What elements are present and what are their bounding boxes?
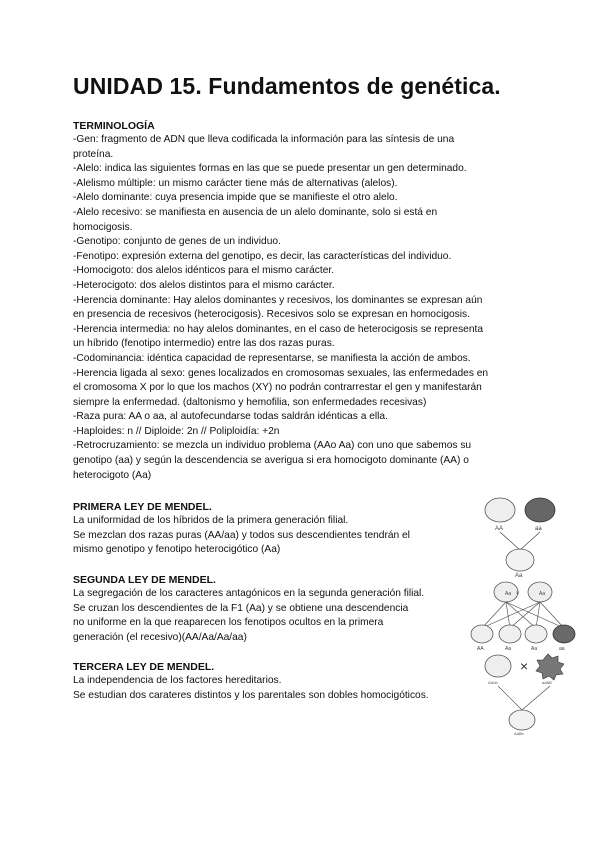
cross-line (520, 532, 540, 550)
term-line: -Fenotipo: expresión externa del genotipo, es decir, las características del individuo. (73, 250, 452, 262)
page-title: UNIDAD 15. Fundamentos de genética. (73, 73, 501, 99)
ley2-line: La segregación de los caracteres antagónicos en la segunda generación filial. (73, 588, 425, 599)
parent1-label: Aa (505, 591, 512, 597)
cross-line (522, 686, 550, 710)
ley2-line: Se cruzan los descendientes de la F1 (Aa) y se obtiene una descendencia (73, 602, 409, 614)
cross-lines (482, 602, 564, 628)
term-line: homocigosis. (73, 221, 133, 233)
child-cell (509, 710, 535, 730)
term-line: -Herencia ligada al sexo: genes localizados en cromosomas sexuales, las enfermedades en (73, 367, 489, 379)
term-line: -Raza pura: AA o aa, al autofecundarse todas saldrán idénticas a ella. (73, 411, 388, 423)
cross-line (498, 686, 522, 710)
ley3-line: La independencia de los factores hereditarios. (73, 675, 282, 686)
ley2-heading: SEGUNDA LEY DE MENDEL. (73, 574, 216, 586)
cross-line (500, 532, 520, 550)
cross-symbol: × (520, 658, 529, 674)
term-line: -Alelismo múltiple: un mismo carácter tiene más de alternativas (alelos). (73, 177, 398, 189)
cross-line (540, 602, 564, 628)
term-line: -Herencia intermedia: no hay alelos dominantes, en el caso de heterocigosis se representa (73, 323, 483, 335)
child-cell (506, 549, 534, 571)
offspring-aa-hetero (525, 625, 547, 643)
parent-aa-recessive-cell (525, 498, 555, 522)
child-label: Aa (515, 573, 523, 578)
ley1-line: Se mezclan dos razas puras (AA/aa) y todos sus descendientes tendrán el (73, 529, 410, 541)
parent2-label: aaBB (542, 680, 552, 685)
term-line: -Heterocigoto: dos alelos distintos para el mismo carácter. (73, 279, 335, 291)
ley1-heading: PRIMERA LEY DE MENDEL. (73, 501, 212, 513)
parent2-label: aa (535, 526, 542, 532)
ley2-text (73, 587, 508, 645)
term-line: -Retrocruzamiento: se mezcla un individuo problema (AAo Aa) con uno que sabemos su (73, 440, 472, 452)
parent2-label: Aa (539, 591, 546, 597)
offspring-aa-dominant (471, 625, 493, 643)
ley3-line: Se estudian dos carateres distintos y los parentales son dobles homocigóticos. (73, 689, 429, 701)
offspring-label: Aa (531, 646, 538, 652)
ley3-text (73, 674, 508, 703)
term-line: proteína. (73, 148, 114, 160)
offspring-aa-recessive (553, 625, 575, 643)
offspring-label: aa (559, 646, 565, 652)
parent1-label: AA (495, 526, 504, 532)
term-line: -Alelo dominante: cuya presencia impide que se manifieste el otro alelo. (73, 192, 398, 204)
term-line: -Alelo: indica las siguientes formas en las que se puede presentar un gen determinado. (73, 163, 467, 175)
cross-symbol: × (516, 591, 520, 597)
offspring-label: Aa (505, 646, 512, 652)
ley3-heading: TERCERA LEY DE MENDEL. (73, 661, 215, 673)
term-line: -Haploides: n // Diploide: 2n // Poliploidía: +2n (73, 425, 280, 437)
term-line: el cromosoma X por lo que los machos (XY) no podrán contrarrestar el gen y manifestarán (73, 382, 482, 394)
ley1-text (73, 514, 508, 558)
child-label: AaBb (514, 731, 524, 736)
term-line: heterocigoto (Aa) (73, 469, 152, 481)
ley1-diagram (478, 496, 574, 578)
parent-aa-dominant-cell (485, 498, 515, 522)
term-line: siempre la enfermedad. (daltonismo y hemofilia, son enfermedades recesivas) (73, 396, 427, 408)
cross-line (536, 602, 540, 628)
ley3-diagram (476, 652, 576, 736)
term-line: genotipo (aa) y según la descendencia se averigua si era homocigoto dominante (AA) o (73, 455, 469, 467)
term-line: -Gen: fragmento de ADN que lleva codificada la información para las síntesis de una (73, 134, 455, 145)
term-line: un híbrido (fenotipo intermedio) entre las dos razas puras. (73, 338, 335, 350)
term-line: -Codominancia: idéntica capacidad de representarse, se manifiesta la acción de ambos. (73, 352, 471, 364)
parent-wrinkled-cell (536, 654, 564, 680)
term-line: en presencia de recesivos (heterocigosis). Recesivos solo se expresan en homocigosis. (73, 309, 470, 321)
term-line: -Alelo recesivo: se manifiesta en ausencia de un alelo dominante, solo si está en (73, 206, 438, 218)
offspring-aa-hetero (499, 625, 521, 643)
parent-smooth-cell (485, 655, 511, 677)
offspring-label: AA (477, 646, 484, 652)
ley2-line: no uniforme en la que reaparecen los fenotipos ocultos en la primera (73, 617, 384, 629)
ley1-line: La uniformidad de los híbridos de la primera generación filial. (73, 515, 349, 526)
term-line: -Herencia dominante: Hay alelos dominantes y recesivos, los dominantes se expresan aún (73, 294, 483, 306)
terminologia-heading: TERMINOLOGÍA (73, 120, 155, 132)
ley2-diagram (470, 580, 580, 652)
terminologia-list (73, 133, 508, 483)
ley1-line: mismo genotipo y fenotipo heterocigótico (Aa) (73, 544, 281, 556)
ley2-line: generación (el recesivo)(AA/Aa/Aa/aa) (73, 631, 247, 643)
cross-line (482, 602, 506, 628)
term-line: -Homocigoto: dos alelos idénticos para el mismo carácter. (73, 265, 335, 277)
cross-line (506, 602, 510, 628)
parent1-label: AAbb (488, 680, 498, 685)
term-line: -Genotipo: conjunto de genes de un individuo. (73, 236, 281, 248)
